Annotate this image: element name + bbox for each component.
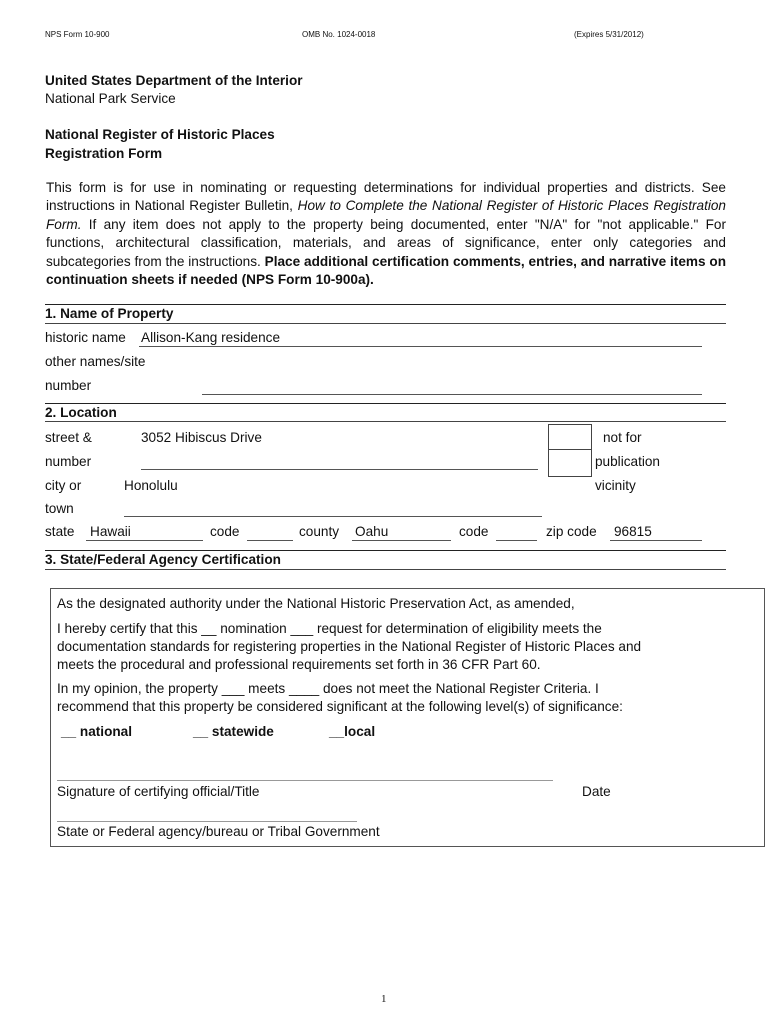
section1-title-rule bbox=[45, 323, 726, 324]
vicinity-label: vicinity bbox=[595, 478, 636, 493]
city-label-1: city or bbox=[45, 478, 82, 493]
not-for-publication-label-2: publication bbox=[595, 454, 660, 469]
section3-title-rule bbox=[45, 569, 726, 570]
intro-bold-text: Place additional certification comments, entries, and narrative items on continuation sheets if needed (NPS Form 10-900a). bbox=[46, 253, 726, 288]
vicinity-checkbox[interactable] bbox=[548, 449, 592, 477]
expiration-date: (Expires 5/31/2012) bbox=[574, 30, 644, 39]
form-number: NPS Form 10-900 bbox=[45, 30, 110, 39]
county-label: county bbox=[299, 524, 340, 539]
cert-line-6: recommend that this property be considered significant at the following level(s) of significance: bbox=[57, 699, 623, 714]
street-field[interactable]: 3052 Hibiscus Drive bbox=[141, 430, 262, 445]
section3-title: 3. State/Federal Agency Certification bbox=[45, 552, 281, 567]
section1-top-rule bbox=[45, 304, 726, 305]
other-names-label-2: number bbox=[45, 378, 92, 393]
cert-line-3: documentation standards for registering properties in the National Register of Historic Places and bbox=[57, 639, 642, 654]
signature-label: Signature of certifying official/Title bbox=[57, 784, 260, 799]
agency-line[interactable] bbox=[57, 821, 357, 822]
cert-line-1: As the designated authority under the National Historic Preservation Act, as amended, bbox=[57, 596, 575, 611]
agency-label: State or Federal agency/bureau or Tribal Government bbox=[57, 824, 380, 839]
cert-line-4: meets the procedural and professional requirements set forth in 36 CFR Part 60. bbox=[57, 657, 541, 672]
cert-line-2: I hereby certify that this __ nomination ___ request for determination of eligibility meets the bbox=[57, 621, 602, 636]
historic-name-label: historic name bbox=[45, 330, 126, 345]
department-name: United States Department of the Interior bbox=[45, 73, 303, 88]
zip-code-underline bbox=[610, 540, 702, 541]
state-label: state bbox=[45, 524, 75, 539]
street-label-2: number bbox=[45, 454, 92, 469]
county-underline bbox=[352, 540, 451, 541]
zip-code-label: zip code bbox=[546, 524, 597, 539]
city-field[interactable]: Honolulu bbox=[124, 478, 178, 493]
historic-name-field[interactable]: Allison-Kang residence bbox=[141, 330, 281, 345]
city-label-2: town bbox=[45, 501, 74, 516]
service-name: National Park Service bbox=[45, 91, 176, 106]
county-field[interactable]: Oahu bbox=[355, 524, 389, 539]
intro-paragraph bbox=[46, 179, 726, 289]
county-code-underline[interactable] bbox=[496, 540, 537, 541]
section2-top-rule bbox=[45, 403, 726, 404]
not-for-publication-label-1: not for bbox=[603, 430, 642, 445]
state-code-label: code bbox=[210, 524, 240, 539]
zip-code-field[interactable]: 96815 bbox=[614, 524, 652, 539]
cert-line-5: In my opinion, the property ___ meets ____ does not meet the National Register Criteria. I bbox=[57, 681, 599, 696]
level-local[interactable]: __local bbox=[329, 724, 376, 739]
intro-text-2: If any item does not apply to the property being documented, enter "N/A" for "not applicable." For functions, architectural classification, materials, and areas of significance, enter only categories and subcategories from the instructions. bbox=[46, 216, 726, 269]
section3-top-rule bbox=[45, 550, 726, 551]
omb-number: OMB No. 1024-0018 bbox=[302, 30, 376, 39]
other-names-field[interactable] bbox=[205, 378, 700, 394]
date-label: Date bbox=[582, 784, 611, 799]
street-underline bbox=[141, 469, 538, 470]
page-number: 1 bbox=[381, 993, 387, 1005]
section2-title: 2. Location bbox=[45, 405, 117, 420]
state-code-underline[interactable] bbox=[247, 540, 293, 541]
other-names-label-1: other names/site bbox=[45, 354, 146, 369]
section1-title: 1. Name of Property bbox=[45, 306, 174, 321]
form-title-line2: Registration Form bbox=[45, 146, 163, 161]
street-label-1: street & bbox=[45, 430, 92, 445]
state-field[interactable]: Hawaii bbox=[90, 524, 131, 539]
not-for-publication-checkbox[interactable] bbox=[548, 424, 592, 450]
intro-text-1: This form is for use in nominating or requesting determinations for individual properties and districts. See instructions in National Register Bulletin, bbox=[46, 180, 726, 214]
state-underline bbox=[86, 540, 203, 541]
other-names-underline bbox=[202, 394, 702, 395]
signature-line[interactable] bbox=[57, 780, 553, 781]
section2-title-rule bbox=[45, 421, 726, 422]
form-title-line1: National Register of Historic Places bbox=[45, 127, 275, 142]
historic-name-underline bbox=[139, 346, 702, 347]
bulletin-title: How to Complete the National Register of Historic Places Registration Form. bbox=[46, 198, 726, 232]
city-underline bbox=[124, 516, 542, 517]
county-code-label: code bbox=[459, 524, 489, 539]
level-national[interactable]: __ national bbox=[61, 724, 133, 739]
level-statewide[interactable]: __ statewide bbox=[193, 724, 274, 739]
